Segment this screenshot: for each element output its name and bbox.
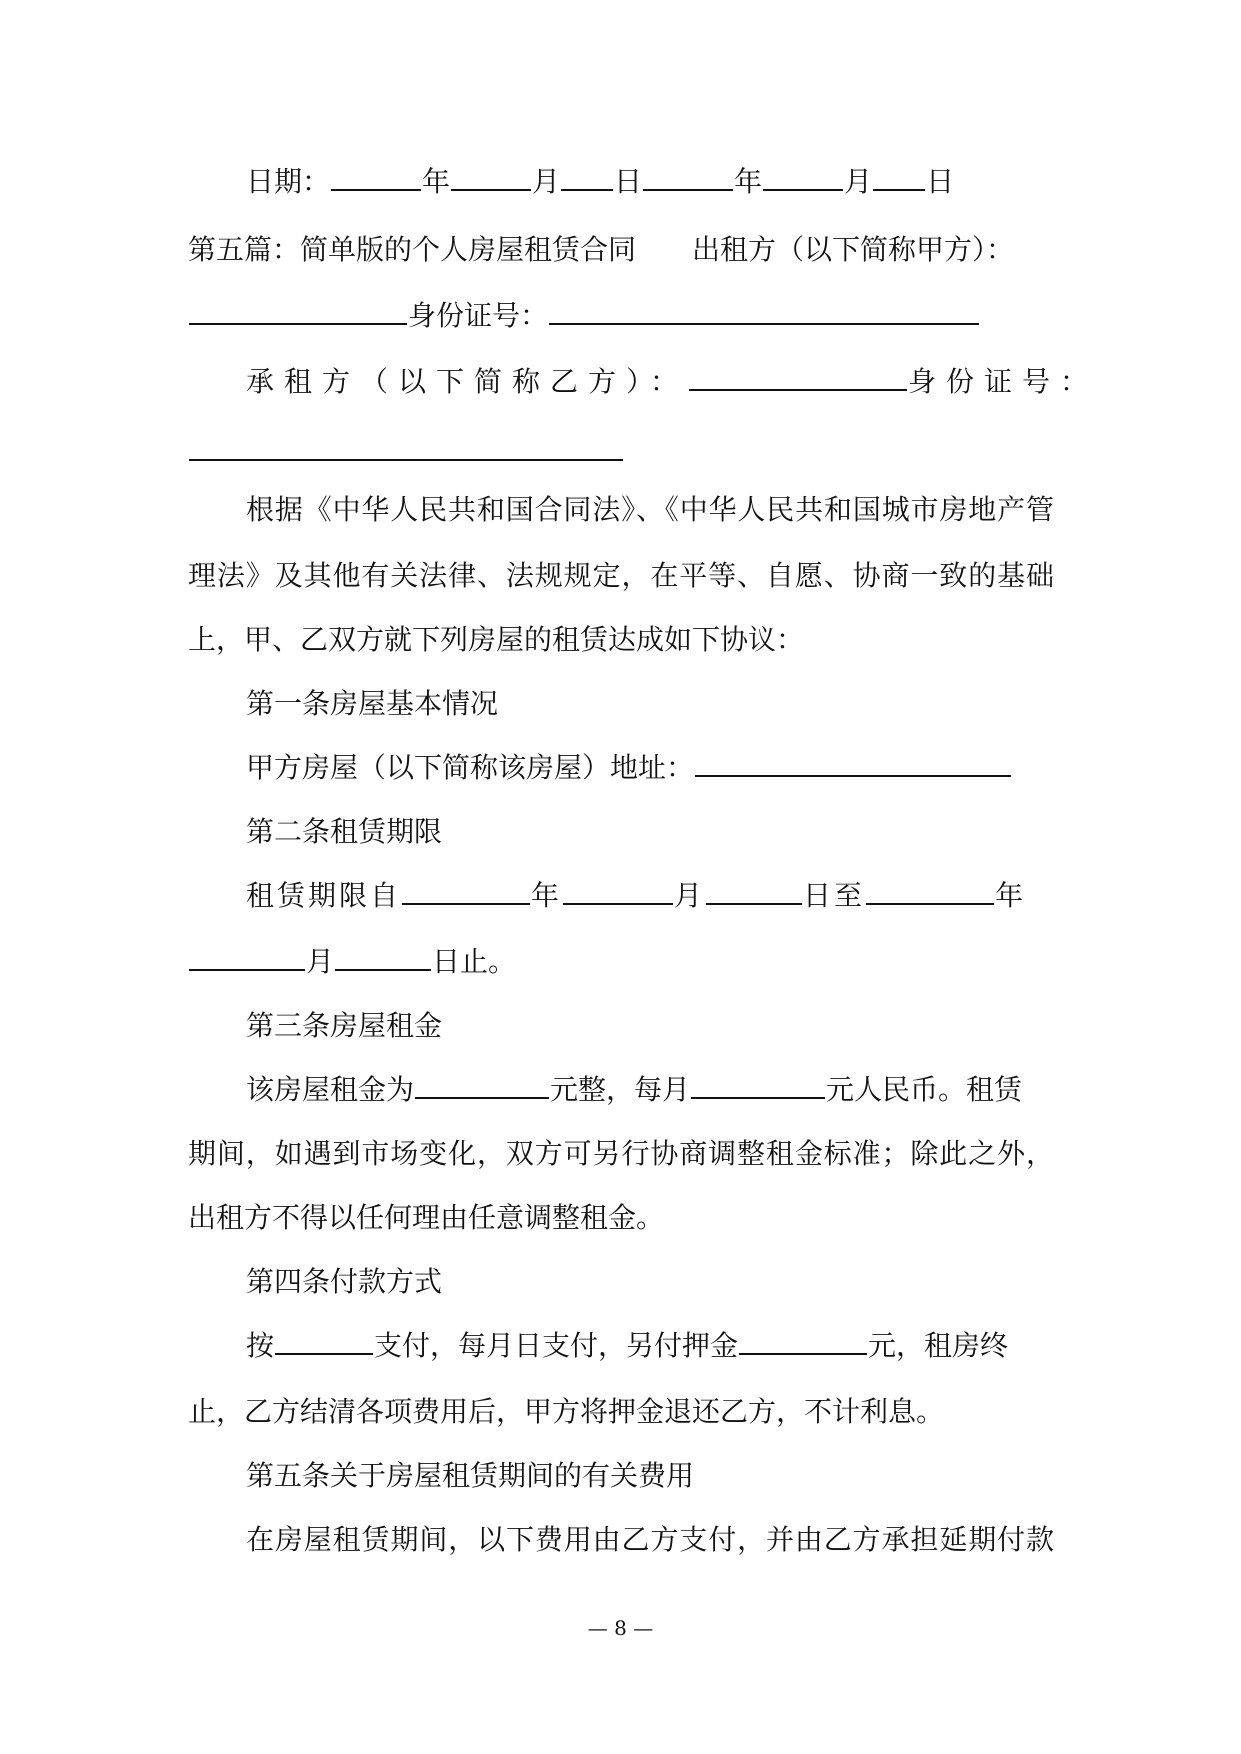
year-label: 年 [734,165,763,198]
article-heading: 第三条房屋租金 [246,1009,443,1042]
lessee-label: 承租方（以下简称乙方）： [246,365,689,398]
blank-field [189,297,407,325]
year-label: 年 [995,879,1027,912]
year-label: 年 [422,165,451,198]
id-number-label: 身份证号： [908,365,1099,398]
blank-field [275,1327,373,1355]
month-label: 月 [532,165,561,198]
blank-field [866,877,994,905]
date-line [246,162,954,202]
day-label: 日 [926,165,955,198]
blank-field [695,749,1011,777]
rent-label: 该房屋租金为 [246,1073,415,1106]
id-number-label: 身份证号： [408,299,549,332]
section-title: 第五篇：简单版的个人房屋租赁合同 [188,233,637,266]
lessee-id-line [188,432,624,472]
payment-end-text: 元，租房终 [868,1329,1009,1362]
paragraph-line: 止，乙方结清各项费用后，甲方将押金退还乙方，不计利息。 [188,1395,945,1428]
blank-field [563,877,673,905]
blank-field [691,1071,825,1099]
paragraph-line: 在房屋租赁期间，以下费用由乙方支付，并由乙方承担延期付款 [246,1523,1054,1556]
lessor-label: 出租方（以下简称甲方）： [692,233,1015,266]
lessor-id-line [188,296,980,336]
day-end-label: 日止。 [432,945,517,978]
blank-field [643,163,733,191]
blank-field [549,297,979,325]
year-label: 年 [531,879,563,912]
paragraph-line: 根据《中华人民共和国合同法》、《中华人民共和国城市房地产管 [246,493,1054,526]
blank-field [689,363,907,391]
article-heading: 第二条租赁期限 [246,815,443,848]
paragraph-line: 上，甲、乙双方就下列房屋的租赁达成如下协议： [188,623,805,656]
lease-term-line [246,876,1026,916]
article-heading: 第五条关于房屋租赁期间的有关费用 [246,1459,695,1492]
blank-field [402,877,530,905]
paragraph-line: 出租方不得以任何理由任意调整租金。 [188,1201,665,1234]
blank-field [189,943,305,971]
rent-line [246,1070,1022,1110]
payment-mid-text: 支付，每月日支付，另付押金 [374,1329,739,1362]
paragraph-line: 理法》及其他有关法律、法规规定，在平等、自愿、协商一致的基础 [188,559,1054,592]
blank-field [189,433,623,461]
paragraph-line: 期间，如遇到市场变化，双方可另行协商调整租金标准；除此之外， [188,1137,1054,1170]
article-heading: 第四条付款方式 [246,1265,443,1298]
blank-field [763,163,843,191]
blank-field [335,943,431,971]
date-label: 日期： [246,165,331,198]
blank-field [331,163,421,191]
blank-field [451,163,531,191]
lessee-line [246,362,1098,402]
lease-term-end-line [188,942,516,982]
blank-field [739,1327,867,1355]
blank-field [706,877,802,905]
rent-mid-text: 元整，每月 [550,1073,691,1106]
rent-end-text: 元人民币。租赁 [826,1073,1023,1106]
month-label: 月 [844,165,873,198]
payment-label: 按 [246,1329,275,1362]
blank-field [561,163,613,191]
month-label: 月 [674,879,706,912]
month-label: 月 [306,945,335,978]
article-heading: 第一条房屋基本情况 [246,687,499,720]
lease-term-label: 租赁期限自 [246,879,402,912]
day-to-label: 日至 [803,879,866,912]
address-label: 甲方房屋（以下简称该房屋）地址： [246,751,695,784]
section-title-line [188,230,1014,270]
blank-field [873,163,925,191]
payment-line [246,1326,1008,1366]
day-label: 日 [614,165,643,198]
address-line [246,748,1012,788]
blank-field [415,1071,549,1099]
page-number: — 8 — [587,1616,654,1640]
